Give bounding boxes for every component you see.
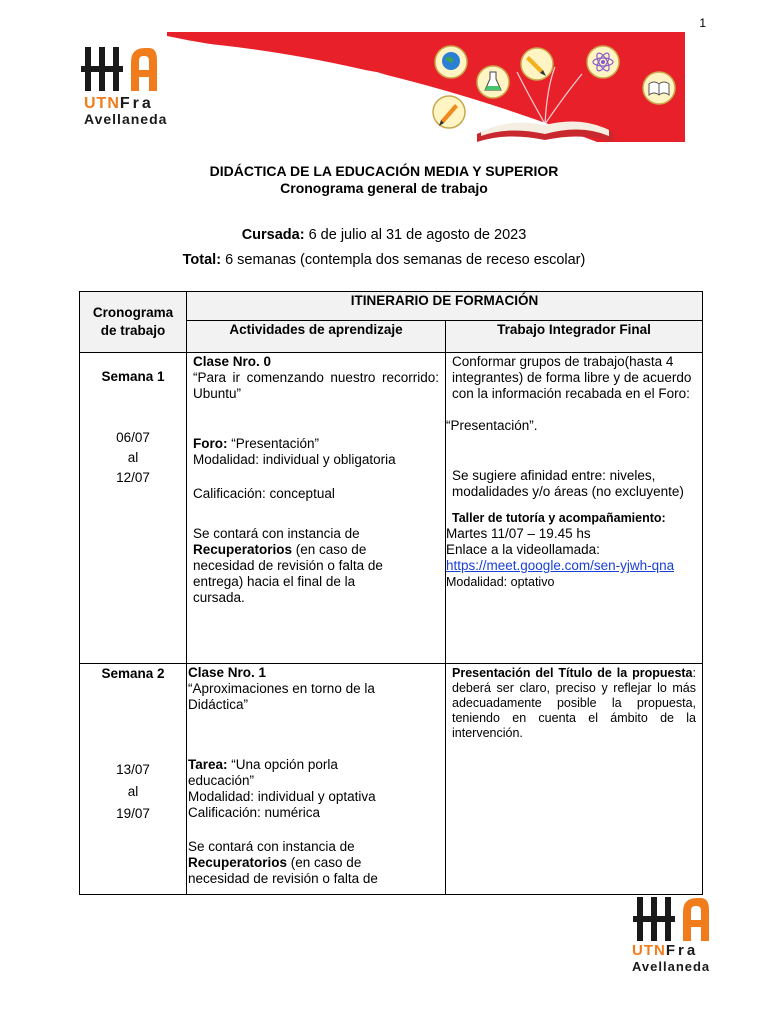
week1-clase-title: Clase Nro. 0 bbox=[193, 354, 272, 369]
banner-logo-text bbox=[84, 95, 174, 127]
week1-taller-enlace: Enlace a la videollamada: bbox=[446, 542, 600, 557]
table-row bbox=[80, 664, 703, 895]
week1-recuperatorios: Se contará con instancia de Recuperatorios (en caso de necesidad de revisión o falta de entrega) hacia el final de la cursada. bbox=[193, 526, 383, 605]
week1-dates: 06/07 al 12/07 bbox=[116, 430, 150, 485]
book-icon bbox=[643, 72, 675, 104]
week2-activities bbox=[187, 664, 446, 895]
week1-tif-groups: Conformar grupos de trabajo(hasta 4 integrantes) de forma libre y de acuerdo con la información recabada en el Foro: bbox=[452, 354, 692, 401]
week2-tarea-modalidad: Modalidad: individual y optativa bbox=[188, 789, 376, 804]
cursada-label: Cursada: bbox=[241, 227, 305, 243]
week1-tif-afinidad: Se sugiere afinidad entre: niveles, modalidades y/o áreas (no excluyente) bbox=[452, 468, 684, 499]
footer-logo-city: Avellaneda bbox=[632, 959, 711, 974]
page-number: 1 bbox=[699, 16, 706, 30]
week1-tif-presentacion: “Presentación”. bbox=[446, 418, 538, 433]
utn-logo-icon bbox=[81, 47, 157, 91]
logo-fra: Fra bbox=[119, 95, 154, 112]
week1-meet-link[interactable]: https://meet.google.com/sen-yjwh-qna bbox=[446, 558, 675, 573]
cursada-value: 6 de julio al 31 de agosto de 2023 bbox=[304, 227, 527, 243]
week2-cell bbox=[80, 664, 187, 895]
document-title-block bbox=[0, 163, 768, 197]
total-value: 6 semanas (contempla dos semanas de receso escolar) bbox=[221, 252, 586, 268]
document-title: DIDÁCTICA DE LA EDUCACIÓN MEDIA Y SUPERIOR bbox=[209, 163, 559, 179]
week1-foro: Foro: “Presentación” bbox=[193, 436, 320, 451]
table-row bbox=[80, 353, 703, 664]
week2-tarea: Tarea: “Una opción porla educación” bbox=[188, 757, 338, 788]
document-subtitle: Cronograma general de trabajo bbox=[280, 180, 488, 196]
atom-icon bbox=[587, 46, 619, 78]
globe-icon bbox=[435, 46, 467, 78]
week2-tarea-calificacion: Calificación: numérica bbox=[188, 805, 321, 820]
week1-tif bbox=[446, 353, 703, 664]
week2-clase-title: Clase Nro. 1 bbox=[188, 665, 267, 680]
week1-calificacion: Calificación: conceptual bbox=[193, 486, 335, 501]
cursada-line bbox=[0, 227, 768, 243]
pencil-icon bbox=[521, 48, 553, 80]
header-itinerario: ITINERARIO DE FORMACIÓN bbox=[187, 292, 703, 321]
week2-tif-text: Presentación del Título de la propuesta: deberá ser claro, preciso y reflejar lo más adecuadamente posible la propuesta, teniendo en cuenta el ámbito de la intervención. bbox=[452, 666, 696, 740]
total-label: Total: bbox=[182, 252, 222, 268]
week2-clase-desc: “Aproximaciones en torno de la Didáctica” bbox=[188, 681, 375, 712]
week1-cell bbox=[80, 353, 187, 664]
week2-label: Semana 2 bbox=[101, 666, 165, 681]
header-banner bbox=[77, 32, 685, 142]
flask-icon bbox=[477, 66, 509, 98]
footer-logo bbox=[632, 895, 732, 975]
schedule-table bbox=[79, 291, 703, 895]
footer-logo-fra: Fra bbox=[665, 942, 699, 959]
week2-recuperatorios: Se contará con instancia de Recuperatorios (en caso de necesidad de revisión o falta de bbox=[188, 839, 378, 886]
logo-city: Avellaneda bbox=[84, 111, 168, 127]
week2-dates: 13/07 al 19/07 bbox=[116, 762, 150, 821]
utn-footer-logo-icon bbox=[632, 895, 722, 943]
week2-tif bbox=[446, 664, 703, 895]
week1-clase-desc: “Para ir comenzando nuestro recorrido: Ubuntu” bbox=[193, 370, 439, 401]
header-cronograma: Cronograma de trabajo bbox=[80, 292, 187, 353]
week1-taller-title: Taller de tutoría y acompañamiento: bbox=[452, 511, 666, 525]
week1-foro-modalidad: Modalidad: individual y obligatoria bbox=[193, 452, 396, 467]
footer-logo-utn: UTN bbox=[632, 942, 666, 959]
header-actividades: Actividades de aprendizaje bbox=[187, 321, 446, 353]
pencil-small-icon bbox=[433, 96, 465, 128]
total-line bbox=[0, 252, 768, 268]
week1-activities bbox=[187, 353, 446, 664]
week1-label: Semana 1 bbox=[101, 369, 165, 384]
header-tif: Trabajo Integrador Final bbox=[446, 321, 703, 353]
week1-taller-date: Martes 11/07 – 19.45 hs bbox=[446, 526, 591, 541]
week1-taller-modalidad: Modalidad: optativo bbox=[446, 575, 555, 589]
logo-utn: UTN bbox=[84, 95, 120, 112]
